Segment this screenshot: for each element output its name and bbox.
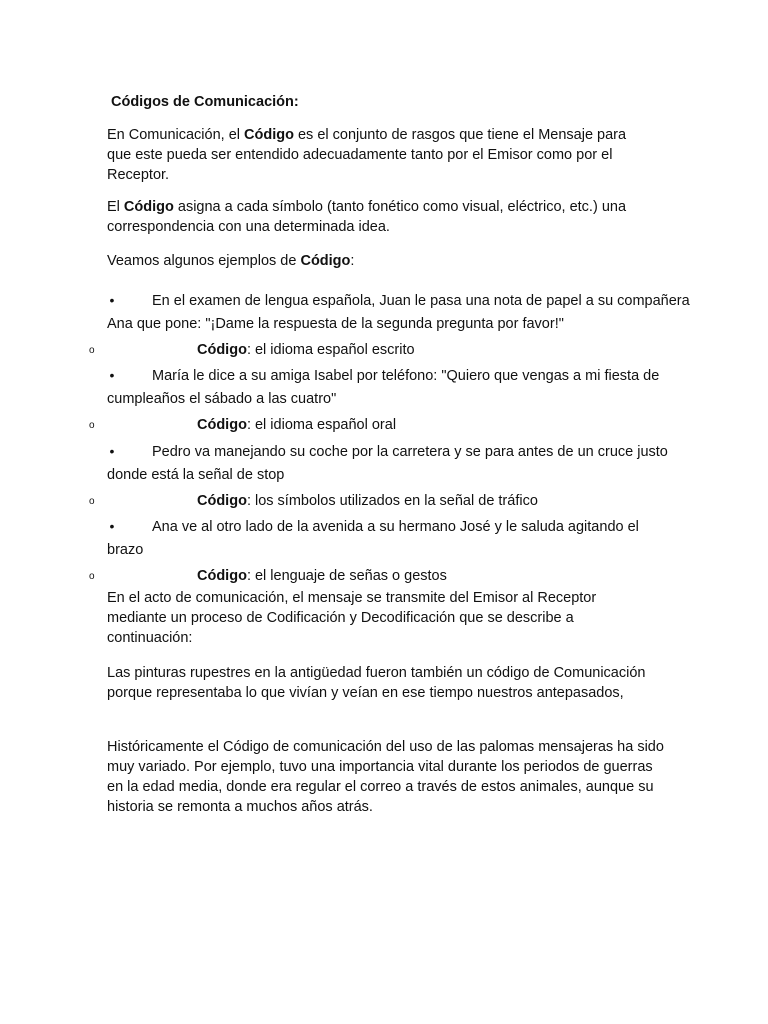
- paragraph-text: El: [107, 199, 124, 215]
- page-title: Códigos de Comunicación:: [111, 94, 299, 110]
- paragraph-pigeons: Históricamente el Código de comunicación del uso de las palomas mensajeras ha sido muy variado. Por ejemplo, tuvo una importancia vital durante los periodos de guerras en la edad media, donde era regular el correo a través de estos animales, aunque su historia se remonta a muchos años atrás.: [107, 739, 664, 815]
- paragraph-text: Veamos algunos ejemplos de: [107, 253, 301, 269]
- example-text: María le dice a su amiga Isabel por teléfono: "Quiero que vengas a mi fiesta de cumpleaños el sábado a las cuatro": [107, 368, 660, 407]
- example-code: [197, 491, 538, 511]
- paragraph-text: es el conjunto de rasgos que tiene el Mensaje para que este pueda ser entendido adecuadamente tanto por el Emisor como por el Receptor.: [107, 127, 627, 183]
- example-code: [197, 566, 447, 586]
- code-label: Código: [197, 568, 247, 584]
- example-code: [197, 415, 396, 435]
- bold-term: Código: [244, 127, 294, 143]
- bullet-icon: •: [109, 518, 115, 534]
- paragraph-process: En el acto de comunicación, el mensaje se transmite del Emisor al Receptor mediante un proceso de Codificación y Decodificación que se describe a continuación:: [107, 590, 597, 646]
- code-label: Código: [197, 493, 247, 509]
- paragraph-rock-paintings: Las pinturas rupestres en la antigüedad fueron también un código de Comunicación porque representaba lo que vivían y veían en ese tiempo nuestros antepasados,: [107, 665, 646, 701]
- code-text: : el lenguaje de señas o gestos: [246, 568, 447, 584]
- example-text: Ana ve al otro lado de la avenida a su hermano José y le saluda agitando el brazo: [107, 519, 639, 558]
- bold-term: Código: [123, 199, 174, 215]
- code-text: : los símbolos utilizados en la señal de tráfico: [246, 493, 538, 509]
- code-text: : el idioma español oral: [246, 417, 397, 433]
- sub-bullet-icon: o: [89, 496, 95, 507]
- bullet-icon: •: [109, 367, 115, 383]
- sub-bullet-icon: o: [89, 571, 95, 582]
- paragraph-text: En Comunicación, el: [107, 127, 245, 143]
- sub-bullet-icon: o: [89, 345, 95, 356]
- sub-bullet-icon: o: [89, 420, 95, 431]
- paragraph-examples-intro: [107, 251, 667, 271]
- paragraph-text: :: [350, 253, 355, 269]
- code-label: Código: [197, 417, 247, 433]
- paragraph-symbol: [107, 197, 652, 237]
- bullet-icon: •: [109, 292, 115, 308]
- bullet-icon: •: [109, 443, 115, 459]
- code-label: Código: [197, 342, 247, 358]
- code-text: : el idioma español escrito: [246, 342, 415, 358]
- example-text: En el examen de lengua española, Juan le pasa una nota de papel a su compañera Ana que pone: "¡Dame la respuesta de la segunda pregunta por favor!": [107, 293, 690, 332]
- example-text: Pedro va manejando su coche por la carretera y se para antes de un cruce justo donde está la señal de stop: [107, 444, 668, 483]
- paragraph-text: asigna a cada símbolo (tanto fonético como visual, eléctrico, etc.) una correspondencia con una determinada idea.: [107, 199, 627, 235]
- example-code: [197, 340, 415, 360]
- bold-term: Código: [300, 253, 351, 269]
- paragraph-definition: [107, 125, 652, 185]
